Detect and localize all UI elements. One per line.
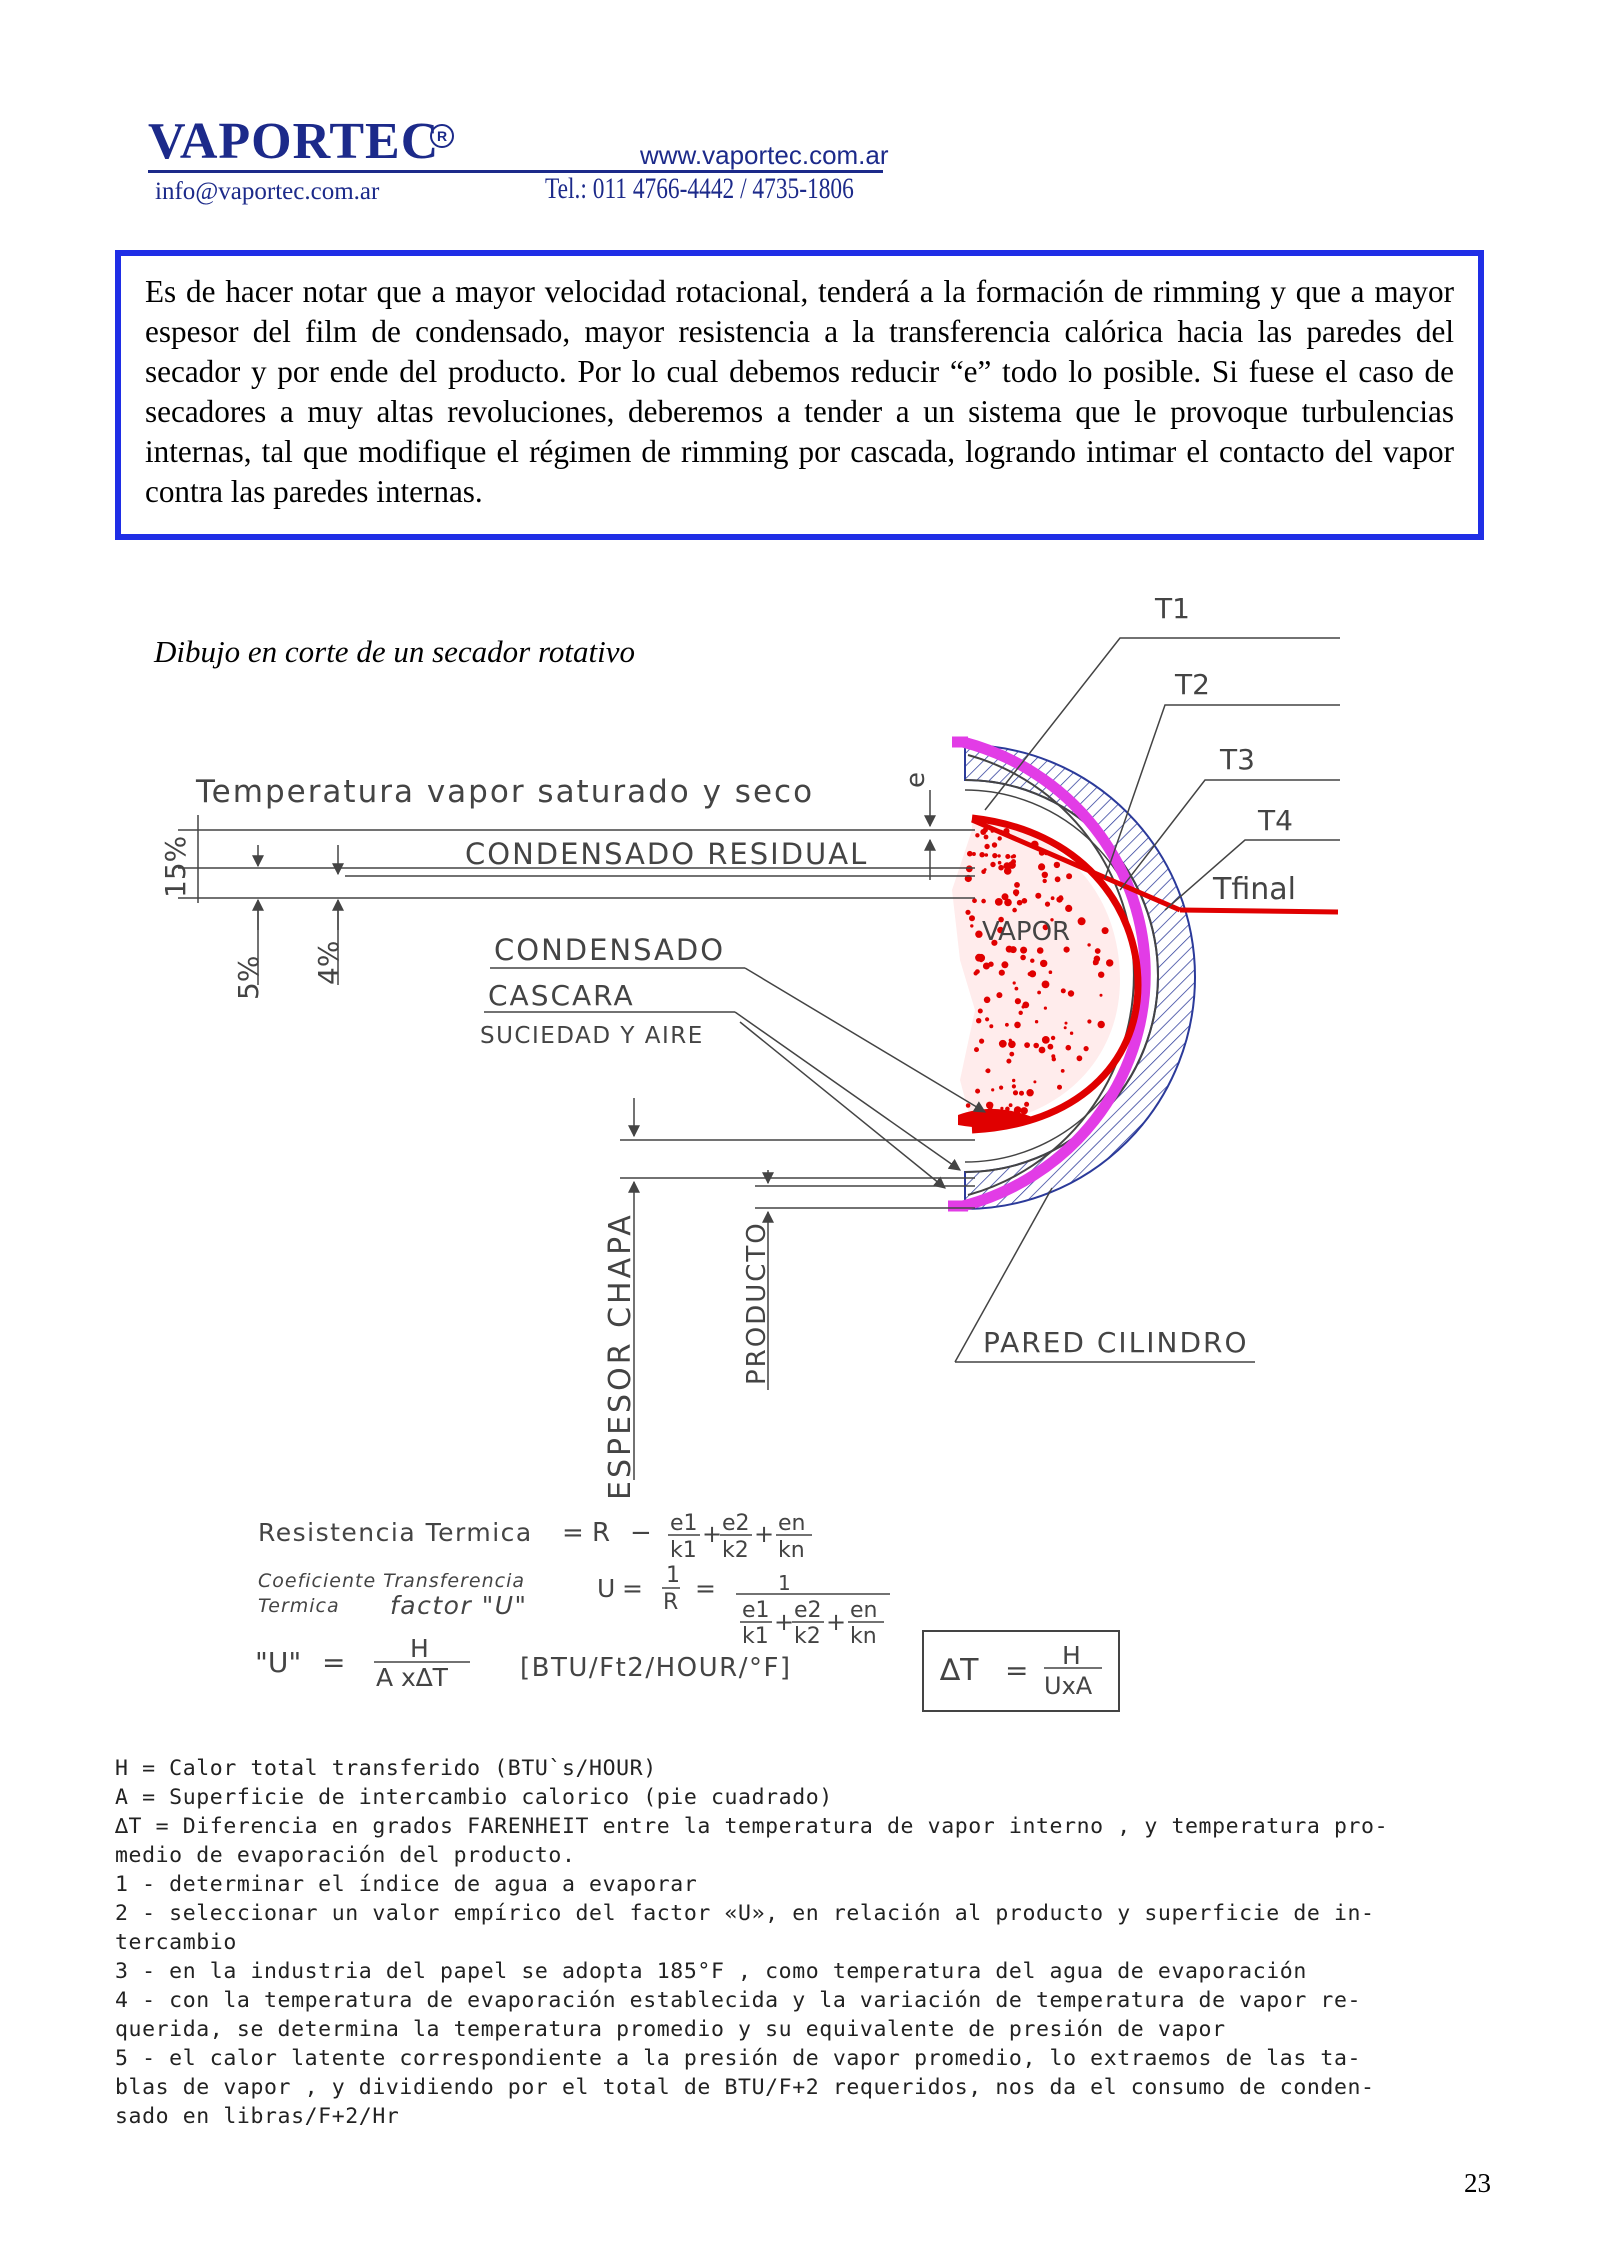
droplet <box>998 865 1004 871</box>
label-producto: PRODUCTO <box>742 1221 772 1385</box>
droplet <box>1042 872 1048 878</box>
droplet <box>995 898 1003 906</box>
svg-text:kn: kn <box>850 1624 877 1649</box>
droplet <box>975 969 980 974</box>
droplet <box>1011 859 1016 864</box>
droplet <box>1043 879 1047 883</box>
droplet <box>992 853 997 858</box>
formula-resistencia <box>258 1511 812 1563</box>
droplet <box>1066 1045 1072 1051</box>
droplet <box>1024 1102 1029 1107</box>
droplet <box>1022 898 1028 904</box>
label-15pct: 15% <box>159 835 192 898</box>
svg-text:e2: e2 <box>722 1511 750 1536</box>
svg-text:∆T: ∆T <box>940 1653 979 1688</box>
droplet <box>1065 1022 1068 1025</box>
droplet <box>1042 1036 1050 1044</box>
svg-text:1: 1 <box>778 1571 791 1595</box>
droplet <box>1015 998 1021 1004</box>
svg-text:k1: k1 <box>670 1538 697 1563</box>
droplet <box>1100 994 1103 997</box>
droplet <box>1095 948 1101 954</box>
droplet <box>981 899 986 904</box>
droplet <box>1066 873 1072 879</box>
droplet <box>984 997 991 1004</box>
droplet <box>1087 943 1090 946</box>
droplet <box>1015 987 1019 991</box>
svg-text:U: U <box>597 1574 616 1603</box>
registered-mark: R <box>430 124 454 148</box>
droplet <box>1013 981 1016 984</box>
droplet <box>1019 1011 1023 1015</box>
page-number: 23 <box>1464 2168 1491 2198</box>
tfinal-line <box>1180 910 1338 912</box>
droplet <box>1094 956 1101 963</box>
label-pared-cilindro: PARED CILINDRO <box>983 1326 1249 1359</box>
droplet <box>1061 1069 1065 1073</box>
droplet <box>998 861 1002 865</box>
svg-text:R: R <box>592 1518 611 1548</box>
droplet <box>1004 899 1012 907</box>
droplet <box>999 1040 1007 1048</box>
definition-line: H = Calor total transferido (BTU`s/HOUR) <box>115 1756 657 1781</box>
droplet <box>992 842 997 847</box>
definition-line: A = Superficie de intercambio calorico (pie cuadrado) <box>115 1785 833 1810</box>
droplet <box>1014 882 1020 888</box>
svg-text:UxA: UxA <box>1044 1672 1093 1700</box>
droplet <box>1011 855 1014 858</box>
label-e: e <box>901 772 931 788</box>
droplet <box>1048 1044 1054 1050</box>
droplet <box>999 970 1005 976</box>
droplet <box>975 1089 980 1094</box>
svg-text:[BTU/Ft2/HOUR/°F]: [BTU/Ft2/HOUR/°F] <box>520 1653 792 1683</box>
svg-text:H: H <box>410 1634 429 1663</box>
svg-text:k1: k1 <box>742 1624 769 1649</box>
droplet <box>975 954 983 962</box>
droplet <box>981 869 986 874</box>
droplet <box>984 844 989 849</box>
droplet <box>1051 1054 1055 1058</box>
svg-text:+: + <box>774 1608 795 1636</box>
droplet <box>979 1039 984 1044</box>
label-5pct: 5% <box>232 955 265 1000</box>
droplet <box>1038 863 1045 870</box>
svg-text:en: en <box>850 1598 878 1623</box>
svg-text:+: + <box>702 1520 723 1548</box>
droplet <box>978 1009 983 1014</box>
droplet <box>1035 893 1041 899</box>
svg-text:=: = <box>1005 1654 1029 1687</box>
droplet <box>984 835 989 840</box>
droplet <box>988 962 993 967</box>
definition-line: blas de vapor , y dividiendo por el total de BTU/F+2 requeridos, nos da el consumo de conden- <box>115 2075 1375 2100</box>
droplet <box>976 1018 981 1023</box>
droplet <box>1020 1109 1024 1113</box>
droplet <box>1064 1026 1067 1029</box>
definition-line: ∆T = Diferencia en grados FARENHEIT entre la temperatura de vapor interno , y temperatura pro- <box>115 1814 1389 1839</box>
svg-text:Termica: Termica <box>258 1595 340 1617</box>
droplet <box>1020 955 1026 961</box>
website-link[interactable]: www.vaportec.com.ar <box>640 140 889 170</box>
droplet <box>998 836 1002 840</box>
droplet <box>975 833 979 837</box>
droplet <box>1049 970 1053 974</box>
droplet <box>1015 893 1018 896</box>
svg-text:"U": "U" <box>255 1646 302 1679</box>
droplet <box>1006 1059 1011 1064</box>
label-vapor: VAPOR <box>982 917 1071 947</box>
droplet <box>965 910 970 915</box>
svg-text:R: R <box>663 1590 679 1615</box>
droplet <box>1061 988 1066 993</box>
label-temp-vapor: Temperatura vapor saturado y seco <box>196 774 815 810</box>
label-cascara: CASCARA <box>488 979 635 1012</box>
svg-text:e1: e1 <box>670 1511 698 1536</box>
droplet <box>1078 917 1086 925</box>
droplet <box>997 854 1000 857</box>
formula-coeficiente <box>258 1563 890 1649</box>
svg-text:e2: e2 <box>794 1598 822 1623</box>
label-t2: T2 <box>1175 668 1210 701</box>
svg-text:e1: e1 <box>742 1598 770 1623</box>
droplet <box>1005 1023 1009 1027</box>
droplet <box>991 1088 994 1091</box>
svg-text:−: − <box>630 1518 652 1548</box>
droplet <box>985 1017 989 1021</box>
svg-text:H: H <box>1062 1641 1081 1670</box>
droplet <box>1084 1046 1089 1051</box>
email-link[interactable]: info@vaportec.com.ar <box>155 178 380 205</box>
droplet <box>1008 1041 1016 1049</box>
droplet <box>1057 1085 1062 1090</box>
droplet <box>1030 959 1034 963</box>
droplet <box>990 862 995 867</box>
droplet <box>1098 1021 1105 1028</box>
droplet <box>967 851 973 857</box>
droplet <box>1087 1019 1091 1023</box>
droplet <box>985 853 989 857</box>
droplet <box>966 1103 971 1108</box>
droplet <box>979 852 984 857</box>
droplet <box>1051 896 1055 900</box>
droplet <box>1026 1089 1033 1096</box>
definition-line: tercambio <box>115 1930 237 1955</box>
droplet <box>1035 1020 1038 1023</box>
dryer-section-diagram <box>0 590 1600 1720</box>
droplet <box>1022 1005 1025 1008</box>
droplet <box>1051 1036 1055 1040</box>
definition-line: 2 - seleccionar un valor empírico del factor «U», en relación al producto y superficie de in- <box>115 1901 1375 1926</box>
droplet <box>1077 1055 1083 1061</box>
droplet <box>1017 900 1023 906</box>
droplet <box>1001 961 1008 968</box>
definition-line: 4 - con la temperatura de evaporación establecida y la variación de temperatura de vapor re- <box>115 1988 1362 2013</box>
droplet <box>1009 1103 1013 1107</box>
droplet <box>1037 991 1041 995</box>
svg-text:=: = <box>622 1574 643 1603</box>
droplet <box>999 1086 1003 1090</box>
droplet <box>1014 1022 1021 1029</box>
droplet <box>986 1102 993 1109</box>
droplet <box>1012 1084 1016 1088</box>
droplet <box>1093 962 1097 966</box>
droplet <box>1070 1032 1073 1035</box>
svg-text:factor "U": factor "U" <box>390 1591 528 1620</box>
svg-text:Coeficiente Transferencia: Coeficiente Transferencia <box>258 1570 525 1592</box>
svg-text:=: = <box>562 1518 584 1548</box>
svg-text:1: 1 <box>666 1563 680 1588</box>
label-t4: T4 <box>1258 804 1293 837</box>
definition-line: sado en libras/F+2/Hr <box>115 2104 400 2129</box>
svg-text:Resistencia Termica: Resistencia Termica <box>258 1518 533 1547</box>
droplet <box>1065 905 1072 912</box>
label-suciedad: SUCIEDAD Y AIRE <box>480 1023 704 1049</box>
droplet <box>966 865 973 872</box>
droplet <box>1012 908 1017 913</box>
phone-number: Tel.: 011 4766-4442 / 4735-1806 <box>545 172 854 205</box>
svg-text:=: = <box>322 1646 346 1679</box>
droplet <box>989 1024 993 1028</box>
droplet <box>1106 959 1113 966</box>
svg-text:en: en <box>778 1511 806 1536</box>
droplet <box>1037 947 1044 954</box>
label-t1: T1 <box>1155 592 1190 625</box>
label-espesor-chapa: ESPESOR CHAPA <box>603 1212 638 1500</box>
droplet <box>972 852 976 856</box>
label-condensado: CONDENSADO <box>494 933 726 967</box>
droplet <box>974 1047 979 1052</box>
droplet <box>1045 902 1050 907</box>
droplet <box>970 924 973 927</box>
droplet <box>1019 1091 1024 1096</box>
droplet <box>1039 1047 1046 1054</box>
droplet <box>972 898 977 903</box>
definitions-list <box>115 1754 1388 2131</box>
delta-t-box <box>922 1630 1120 1712</box>
definition-line: 5 - el calor latente correspondiente a la presión de vapor promedio, lo extraemos de las ta- <box>115 2046 1362 2071</box>
droplet <box>1054 862 1060 868</box>
note-text: Es de hacer notar que a mayor velocidad rotacional, tenderá a la formación de rimming y que a mayor espesor del film de condensado, mayor resistencia a la transferencia calórica hacia las paredes del secador y por ende del producto. Por lo cual debemos reducir “e” todo lo posible. Si fuese el caso de secadores a muy altas revoluciones, deberemos a tender a un sistema que le provoque turbulencias internas, tal que modifique el régimen de rimming por cascada, logrando intimar el contacto del vapor contra las paredes internas. <box>145 274 1454 509</box>
svg-text:kn: kn <box>778 1538 805 1563</box>
droplet <box>996 992 1002 998</box>
droplet <box>1055 876 1061 882</box>
droplet <box>1020 947 1027 954</box>
droplet <box>1102 927 1109 934</box>
note-box <box>115 250 1484 540</box>
droplet <box>1056 897 1062 903</box>
droplet <box>1044 1007 1047 1010</box>
droplet <box>1004 867 1012 875</box>
droplet <box>1030 971 1036 977</box>
droplet <box>1033 1080 1036 1083</box>
droplet <box>1033 1043 1039 1049</box>
formula-u <box>255 1634 792 1692</box>
brand-logo: VAPORTEC <box>148 113 440 170</box>
svg-text:=: = <box>695 1574 716 1603</box>
droplet <box>1098 972 1104 978</box>
droplet <box>1042 981 1050 989</box>
droplet <box>1012 1079 1015 1082</box>
label-tfinal: Tfinal <box>1213 872 1296 907</box>
label-t3: T3 <box>1220 743 1255 776</box>
definition-line: 1 - determinar el índice de agua a evaporar <box>115 1872 698 1897</box>
diagram-caption: Dibujo en corte de un secador rotativo <box>154 634 635 669</box>
label-4pct: 4% <box>312 940 345 985</box>
droplet <box>1024 1042 1030 1048</box>
label-condensado-residual: CONDENSADO RESIDUAL <box>465 837 869 871</box>
svg-text:+: + <box>754 1520 775 1548</box>
droplet <box>969 915 975 921</box>
droplet <box>1010 946 1017 953</box>
svg-text:A x∆T: A x∆T <box>376 1663 448 1692</box>
droplet <box>1005 854 1010 859</box>
definition-line: 3 - en la industria del papel se adopta 185°F , como temperatura del agua de evaporación <box>115 1959 1307 1984</box>
svg-text:k2: k2 <box>794 1624 821 1649</box>
droplet <box>1040 960 1047 967</box>
definition-line: querida, se determina la temperatura promedio y su equivalente de presión de vapor <box>115 2017 1226 2042</box>
droplet <box>986 1068 991 1073</box>
droplet <box>1068 990 1074 996</box>
droplet <box>1009 1052 1014 1057</box>
droplet <box>1009 1039 1012 1042</box>
droplet <box>1064 947 1070 953</box>
svg-text:k2: k2 <box>722 1538 749 1563</box>
definition-line: medio de evaporación del producto. <box>115 1843 576 1868</box>
svg-text:+: + <box>826 1608 847 1636</box>
droplet <box>1013 1090 1018 1095</box>
droplet <box>1003 894 1008 899</box>
